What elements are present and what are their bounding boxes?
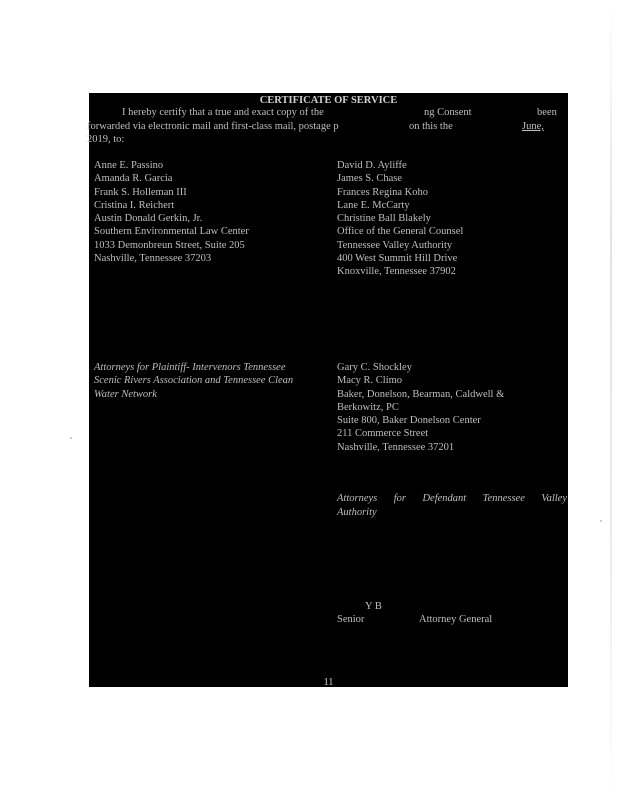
recipient-line: David D. Ayliffe [337, 160, 407, 171]
recipient-line: Suite 800, Baker Donelson Center [337, 415, 481, 427]
recipient-line: 400 West Summit Hill Drive [337, 253, 458, 265]
recipient-line: Berkowitz, PC [337, 401, 399, 413]
attorneys-for-line: Water Network [94, 388, 157, 400]
left-attorneys-for-block [94, 361, 293, 401]
intro-line-2-end: June, [522, 121, 544, 132]
signature-title-start: Senior [337, 614, 365, 625]
recipient-line: Knoxville, Tennessee 37902 [337, 266, 456, 278]
attorneys-for-line: Attorneys for Plaintiff- Intervenors Tennessee [94, 362, 286, 373]
intro-line-1-end: been [537, 107, 557, 118]
certificate-of-service-page [89, 93, 568, 687]
right-recipient-block [337, 159, 463, 279]
intro-line-1-start: I hereby certify that a true and exact copy of the [122, 107, 324, 118]
attorneys-for-line: Scenic Rivers Association and Tennessee Clean [94, 375, 294, 387]
intro-line-2-start: forwarded via electronic mail and first-class mail, postage p [87, 121, 339, 132]
scan-speck [70, 437, 72, 439]
right-recipient-block-2 [337, 361, 504, 454]
attorneys-for-word: Defendant [422, 493, 467, 504]
right-attorneys-for-line-2: Authority [337, 507, 377, 518]
recipient-line: Southern Environmental Law Center [94, 226, 249, 238]
recipient-line: 1033 Demonbreun Street, Suite 205 [94, 239, 245, 251]
recipient-line: James S. Chase [337, 173, 403, 185]
intro-line-1-middle: ng Consent [424, 107, 472, 118]
recipient-line: Tennessee Valley Authority [337, 239, 453, 251]
recipient-line: Lane E. McCarty [337, 199, 410, 211]
recipient-line: Baker, Donelson, Bearman, Caldwell & [337, 388, 505, 400]
recipient-line: Cristina I. Reichert [94, 199, 175, 211]
page-number: 11 [323, 677, 334, 688]
recipient-line: Gary C. Shockley [337, 362, 412, 373]
recipient-line: Nashville, Tennessee 37201 [337, 441, 455, 453]
recipient-line: Austin Donald Gerkin, Jr. [94, 213, 203, 225]
page-edge-shadow [610, 0, 612, 800]
recipient-line: Amanda R. Garcia [94, 173, 173, 185]
signature-title-end: Attorney General [419, 614, 493, 625]
recipient-line: 211 Commerce Street [337, 428, 429, 440]
recipient-line: Frank S. Holleman III [94, 186, 187, 198]
attorneys-for-word: Valley [541, 493, 567, 504]
left-recipient-block [94, 159, 249, 265]
intro-line-2-middle: on this the [409, 121, 453, 132]
right-attorneys-for-line-1 [337, 492, 567, 505]
signature-by: Y B [365, 601, 382, 612]
attorneys-for-word: for [393, 493, 406, 504]
attorneys-for-word: Tennessee [482, 493, 525, 504]
scan-speck [600, 520, 602, 522]
recipient-line: Macy R. Climo [337, 375, 403, 387]
recipient-line: Anne E. Passino [94, 160, 164, 171]
intro-line-3: 2019, to: [87, 134, 125, 145]
document-title: CERTIFICATE OF SERVICE [259, 95, 398, 106]
recipient-line: Christine Ball Blakely [337, 213, 431, 225]
attorneys-for-word: Attorneys [337, 493, 378, 504]
recipient-line: Frances Regina Koho [337, 186, 428, 198]
recipient-line: Office of the General Counsel [337, 226, 464, 238]
recipient-line: Nashville, Tennessee 37203 [94, 253, 212, 265]
